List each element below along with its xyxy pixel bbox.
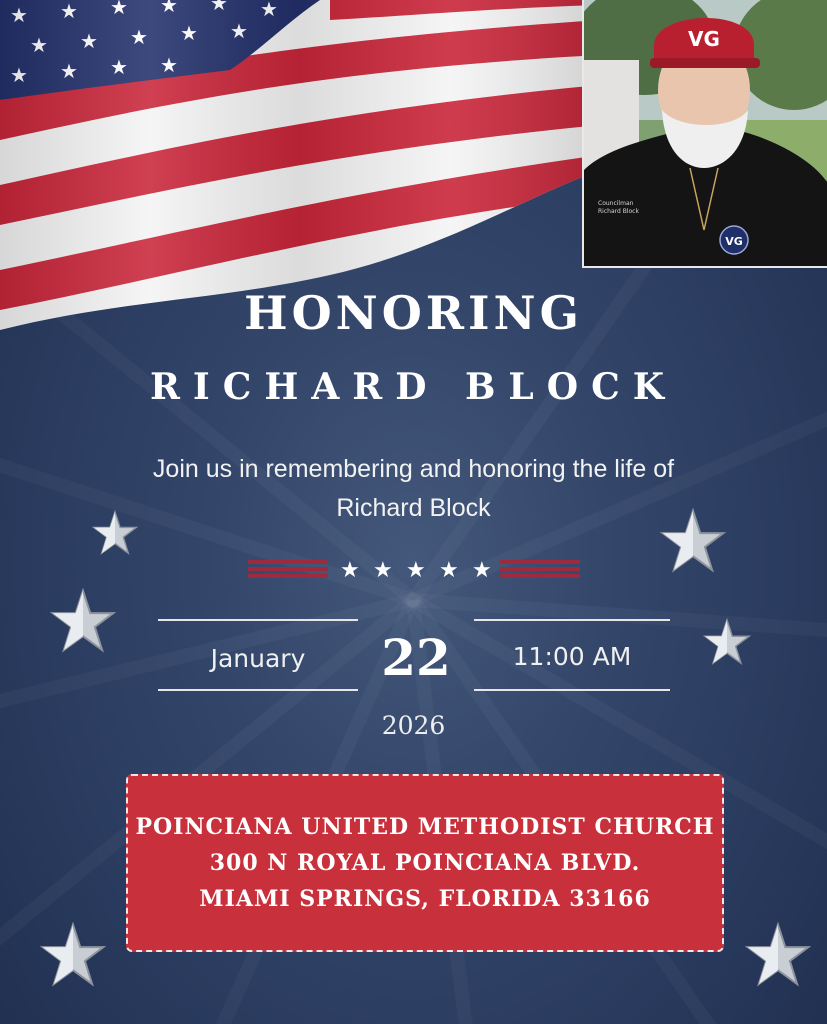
svg-text:★: ★	[373, 558, 393, 581]
venue-city: MIAMI SPRINGS, FLORIDA 33166	[199, 886, 651, 912]
event-month: January	[210, 644, 306, 673]
star-divider	[248, 557, 580, 581]
silver-star-icon	[40, 922, 106, 988]
svg-text:VG: VG	[725, 235, 743, 248]
silver-star-icon	[92, 510, 138, 556]
venue-box	[126, 774, 724, 952]
page-title: HONORING	[244, 286, 583, 340]
silver-star-icon	[703, 618, 751, 666]
invitation-line-2: Richard Block	[336, 494, 491, 522]
shirt-text-line2: Richard Block	[598, 208, 639, 215]
svg-text:★: ★	[472, 558, 492, 581]
shirt-text-line1: Councilman	[598, 200, 634, 207]
venue-street: 300 N ROYAL POINCIANA BLVD.	[209, 850, 641, 876]
honoree-name: RICHARD BLOCK	[149, 366, 678, 408]
silver-star-icon	[745, 922, 811, 988]
svg-text:★: ★	[439, 558, 459, 581]
event-year: 2026	[381, 711, 446, 740]
divider-line	[474, 619, 670, 621]
cap-logo: VG	[688, 27, 720, 51]
honoree-photo	[582, 0, 827, 268]
invitation-line-1: Join us in remembering and honoring the life of	[152, 455, 675, 483]
divider-line	[158, 689, 358, 691]
silver-star-icon	[660, 508, 726, 574]
svg-text:★: ★	[340, 558, 360, 581]
event-time: 11:00 AM	[512, 642, 632, 671]
divider-line	[158, 619, 358, 621]
silver-star-icon	[50, 588, 116, 654]
divider-line	[474, 689, 670, 691]
svg-text:★: ★	[406, 558, 426, 581]
venue-name: POINCIANA UNITED METHODIST CHURCH	[135, 814, 715, 840]
american-flag-image	[0, 0, 600, 330]
event-day: 22	[381, 628, 451, 687]
